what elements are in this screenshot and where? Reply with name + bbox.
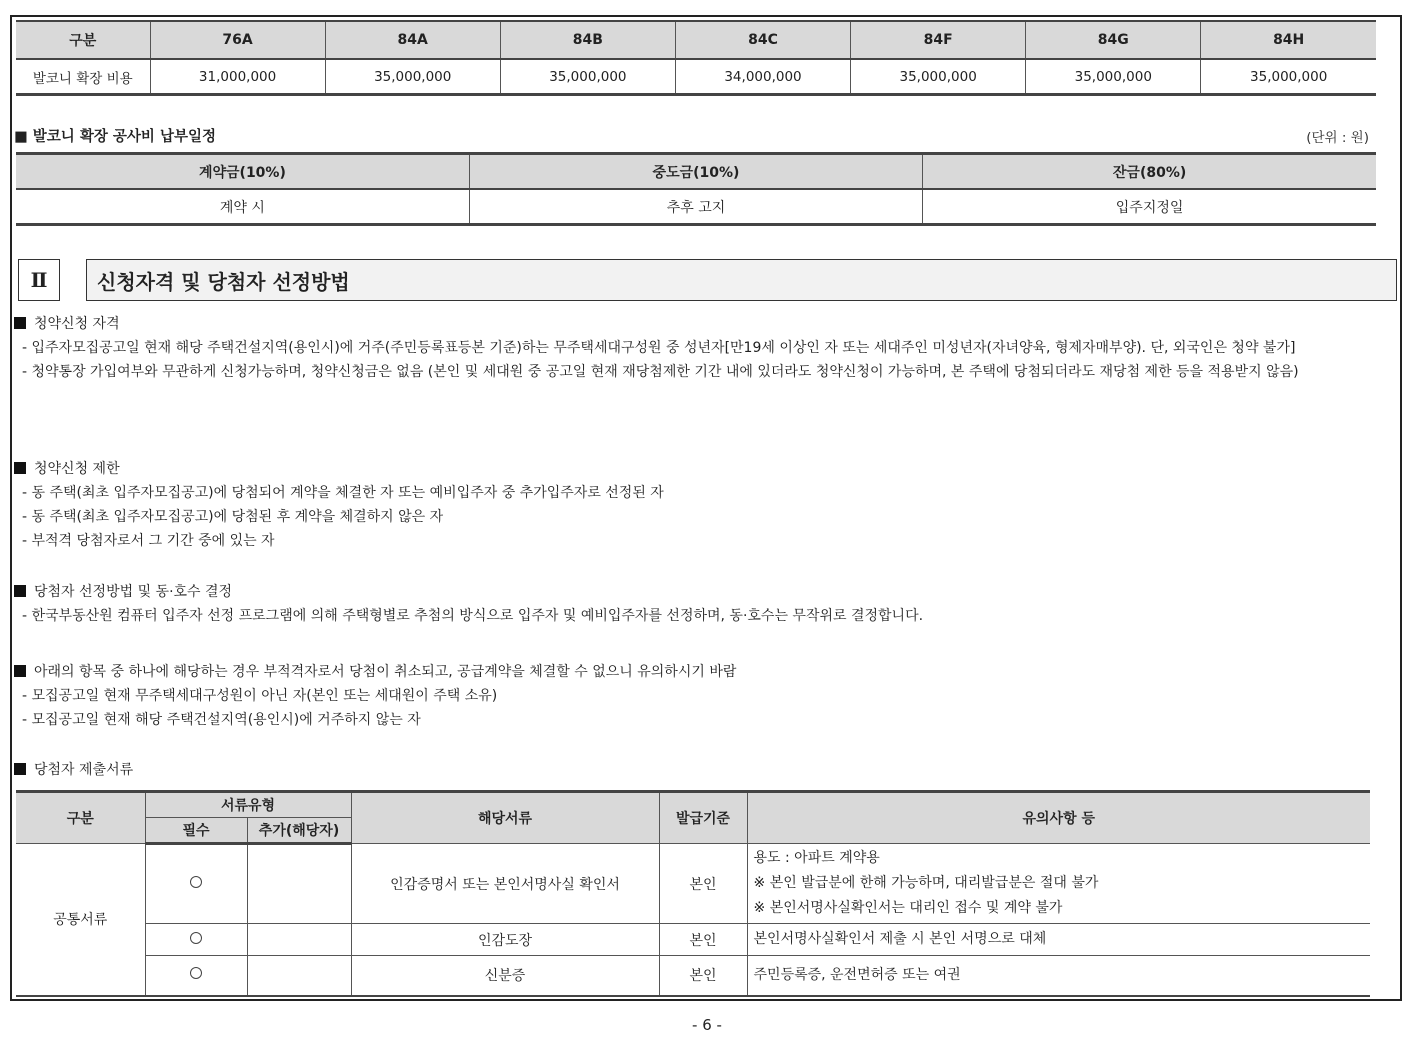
header-cell: 84C — [675, 21, 850, 59]
additional-cell — [247, 844, 351, 924]
notes-cell — [747, 844, 1370, 924]
additional-cell — [247, 924, 351, 956]
document-cell: 신분증 — [351, 956, 659, 996]
circle-mark-icon — [190, 967, 202, 979]
header-cell: 84B — [500, 21, 675, 59]
cost-cell: 35,000,000 — [851, 59, 1026, 95]
header-cell: 계약금(10%) — [16, 154, 469, 190]
header-cell: 잔금(80%) — [923, 154, 1376, 190]
header-cell: 76A — [150, 21, 325, 59]
header-category: 구분 — [16, 792, 145, 844]
cost-cell: 35,000,000 — [1201, 59, 1376, 95]
category-cell: 공통서류 — [16, 844, 145, 996]
balcony-cost-table — [16, 20, 1376, 96]
required-cell — [145, 956, 247, 996]
cost-cell: 34,000,000 — [675, 59, 850, 95]
header-cell: 84G — [1026, 21, 1201, 59]
page-number: - 6 - — [692, 1016, 722, 1034]
section-heading-text: 아래의 항목 중 하나에 해당하는 경우 부적격자로서 당첨이 취소되고, 공급계약을 체결할 수 없으니 유의하시기 바람 — [34, 664, 737, 680]
chapter-number: Ⅱ — [18, 259, 60, 301]
section-heading-text: 당첨자 선정방법 및 동·호수 결정 — [34, 584, 233, 600]
list-item: - 청약통장 가입여부와 무관하게 신청가능하며, 청약신청금은 없음 (본인 및 세대원 중 공고일 현재 재당첨제한 기간 내에 있더라도 청약신청이 가능하며, 본 주택에 당첨되더라도 재당첨 제한 등을 적용받지 않음) — [22, 364, 1299, 380]
list-item: - 동 주택(최초 입주자모집공고)에 당첨되어 계약을 체결한 자 또는 예비입주자 중 추가입주자로 선정된 자 — [22, 485, 664, 501]
table-row — [16, 189, 1376, 225]
list-item: - 입주자모집공고일 현재 해당 주택건설지역(용인시)에 거주(주민등록표등본 기준)하는 무주택세대구성원 중 성년자[만19세 이상인 자 또는 세대주인 미성년자(자녀양육, 형제자매부양). 단, 외국인은 청약 불가] — [22, 340, 1296, 356]
cost-cell: 31,000,000 — [150, 59, 325, 95]
table-header-row — [16, 154, 1376, 190]
issuer-cell: 본인 — [659, 956, 747, 996]
section-heading-text: 청약신청 제한 — [34, 461, 120, 477]
eligibility-section — [14, 312, 1400, 384]
payment-schedule-table — [16, 152, 1376, 226]
issuer-cell: 본인 — [659, 844, 747, 924]
circle-mark-icon — [190, 932, 202, 944]
header-additional: 추가(해당자) — [247, 818, 351, 844]
bullet-square-icon — [14, 462, 26, 474]
table-row — [16, 956, 1370, 996]
bullet-square-icon — [14, 585, 26, 597]
header-doc-type: 서류유형 — [145, 792, 351, 818]
selection-section — [14, 580, 1400, 628]
list-item: - 부적격 당첨자로서 그 기간 중에 있는 자 — [22, 533, 275, 549]
table-row — [16, 59, 1376, 95]
header-issuer: 발급기준 — [659, 792, 747, 844]
note-line: 주민등록증, 운전면허증 또는 여권 — [753, 966, 961, 983]
section-heading — [14, 580, 1400, 604]
section-heading — [14, 660, 1400, 684]
list-item: - 한국부동산원 컴퓨터 입주자 선정 프로그램에 의해 주택형별로 추첨의 방식으로 입주자 및 예비입주자를 선정하며, 동·호수는 무작위로 결정합니다. — [22, 608, 924, 624]
note-line: ※ 본인 발급분에 한해 가능하며, 대리발급분은 절대 불가 — [753, 875, 1099, 891]
table-row — [16, 844, 1370, 924]
list-item: - 동 주택(최초 입주자모집공고)에 당첨된 후 계약을 체결하지 않은 자 — [22, 509, 444, 525]
document-cell: 인감증명서 또는 본인서명사실 확인서 — [351, 844, 659, 924]
header-document: 해당서류 — [351, 792, 659, 844]
row-label: 발코니 확장 비용 — [16, 59, 150, 95]
schedule-cell: 입주지정일 — [923, 189, 1376, 225]
table-row — [16, 924, 1370, 956]
header-cell: 84F — [851, 21, 1026, 59]
bullet-square-icon — [14, 665, 26, 677]
unit-label: (단위 : 원) — [1306, 130, 1369, 146]
bullet-square-icon — [14, 317, 26, 329]
list-item: - 모집공고일 현재 해당 주택건설지역(용인시)에 거주하지 않는 자 — [22, 712, 421, 728]
cost-cell: 35,000,000 — [325, 59, 500, 95]
header-cell: 84A — [325, 21, 500, 59]
schedule-cell: 추후 고지 — [469, 189, 922, 225]
section-heading — [14, 457, 1400, 481]
note-line: 본인서명사실확인서 제출 시 본인 서명으로 대체 — [753, 931, 1047, 947]
table-header-row — [16, 792, 1370, 818]
section-heading — [14, 312, 1400, 336]
header-required: 필수 — [145, 818, 247, 844]
required-cell — [145, 924, 247, 956]
notes-cell — [747, 956, 1370, 996]
documents-table — [16, 790, 1370, 997]
required-cell — [145, 844, 247, 924]
list-item: - 모집공고일 현재 무주택세대구성원이 아닌 자(본인 또는 세대원이 주택 소유) — [22, 688, 498, 704]
header-cell: 구분 — [16, 21, 150, 59]
note-line: ※ 본인서명사실확인서는 대리인 접수 및 계약 불가 — [753, 900, 1063, 916]
cost-cell: 35,000,000 — [500, 59, 675, 95]
section-heading-text: 당첨자 제출서류 — [34, 762, 134, 778]
issuer-cell: 본인 — [659, 924, 747, 956]
note-line: 용도 : 아파트 계약용 — [753, 850, 880, 866]
restrictions-section — [14, 457, 1400, 553]
table-header-row — [16, 21, 1376, 59]
section-heading-text: 청약신청 자격 — [34, 316, 120, 332]
schedule-cell: 계약 시 — [16, 189, 469, 225]
ineligible-section — [14, 660, 1400, 732]
additional-cell — [247, 956, 351, 996]
document-cell: 인감도장 — [351, 924, 659, 956]
section-heading — [14, 758, 1400, 782]
header-cell: 중도금(10%) — [469, 154, 922, 190]
documents-section — [14, 758, 1400, 782]
notes-cell — [747, 924, 1370, 956]
header-notes: 유의사항 등 — [747, 792, 1370, 844]
payment-schedule-title: ■ 발코니 확장 공사비 납부일정 — [14, 129, 216, 145]
cost-cell: 35,000,000 — [1026, 59, 1201, 95]
chapter-title: 신청자격 및 당첨자 선정방법 — [86, 259, 1397, 301]
header-cell: 84H — [1201, 21, 1376, 59]
circle-mark-icon — [190, 876, 202, 888]
bullet-square-icon — [14, 763, 26, 775]
